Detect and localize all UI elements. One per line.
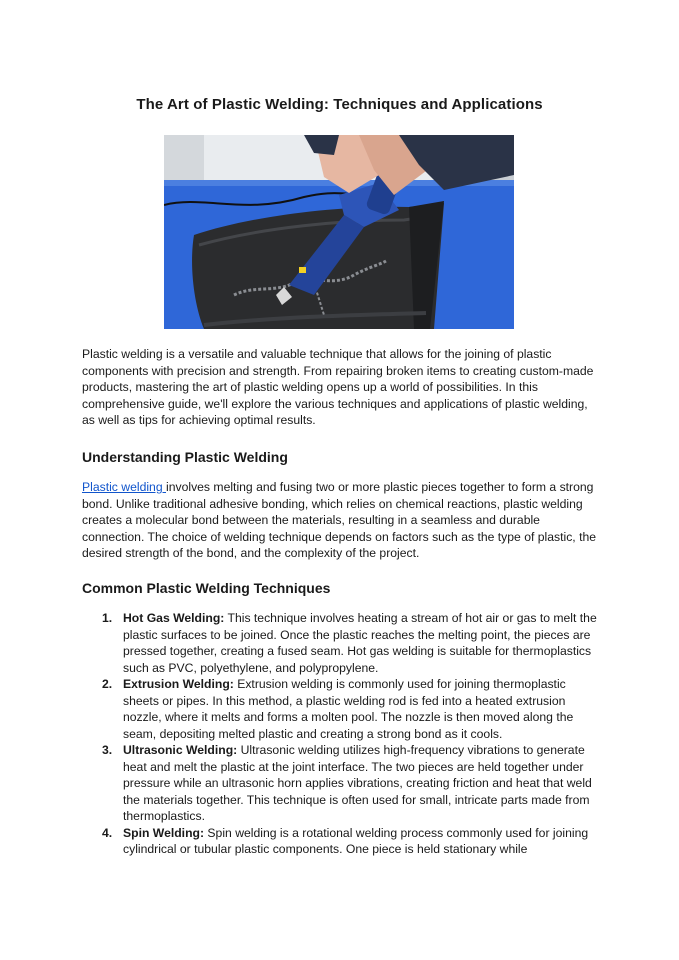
list-item: [100, 825, 600, 858]
list-item-text: Extrusion welding is commonly used for joining thermoplastic sheets or pipes. In this method, a plastic welding rod is fed into a heated extrusion nozzle, where it melts and forms a molten pool. The nozzle is then moved along the seam, depositing melted plastic and creating a strong bond as it cools.: [123, 677, 574, 741]
list-item: [100, 742, 600, 825]
list-item-text: Spin welding is a rotational welding process commonly used for joining cylindrical or tubular plastic components. One piece is held stationary while: [123, 825, 589, 856]
list-item-term: Ultrasonic Welding:: [123, 743, 238, 757]
list-item-number: 2.: [102, 677, 113, 691]
section-heading-understanding: Understanding Plastic Welding: [82, 449, 288, 465]
intro-paragraph: Plastic welding is a versatile and valuable technique that allows for the joining of plastic components with precision and strength. From repairing broken items to creating custom-made products, mastering the art of plastic welding opens up a world of possibilities. In this comprehensive guide, we'll explore the various techniques and applications of plastic welding, as well as tips for achieving optimal results.: [82, 347, 594, 427]
section-heading-techniques: Common Plastic Welding Techniques: [82, 580, 331, 596]
list-item-term: Extrusion Welding:: [123, 677, 234, 691]
list-item-text: Ultrasonic welding utilizes high-frequency vibrations to generate heat and melt the plastic at the joint interface. The two pieces are held together under pressure while an ultrasonic horn applies vibrations, creating friction and heat that weld the materials together. This technique is often used for small, intricate parts made from thermoplastics.: [123, 743, 592, 823]
list-item-text: This technique involves heating a stream of hot air or gas to melt the plastic surfaces to be joined. Once the plastic reaches the melting point, the pieces are pressed together, creating a fused seam. Hot gas welding is suitable for thermoplastics such as PVC, polyethylene, and polypropylene.: [123, 611, 597, 675]
understanding-text: involves melting and fusing two or more plastic pieces together to form a strong bond. Unlike traditional adhesive bonding, which relies on chemical reactions, plastic welding creates a molecular bond between the materials, resulting in a seamless and durable connection. The choice of welding technique depends on factors such as the type of plastic, the desired strength of the bond, and the complexity of the project.: [82, 480, 597, 560]
list-item-term: Spin Welding:: [123, 825, 205, 840]
list-item-term: Hot Gas Welding:: [123, 611, 225, 625]
list-item-number: 3.: [102, 743, 113, 757]
list-item-number: 1.: [102, 611, 113, 625]
list-item: [100, 676, 600, 742]
understanding-paragraph: [82, 479, 602, 562]
list-item-number: 4.: [102, 825, 113, 840]
welding-photo-illustration: [164, 135, 514, 329]
plastic-welding-link[interactable]: Plastic welding: [82, 480, 166, 494]
document-title: The Art of Plastic Welding: Techniques and Applications: [136, 96, 543, 113]
techniques-list: [100, 610, 600, 858]
hero-image: [164, 135, 514, 329]
list-item: [100, 610, 600, 676]
